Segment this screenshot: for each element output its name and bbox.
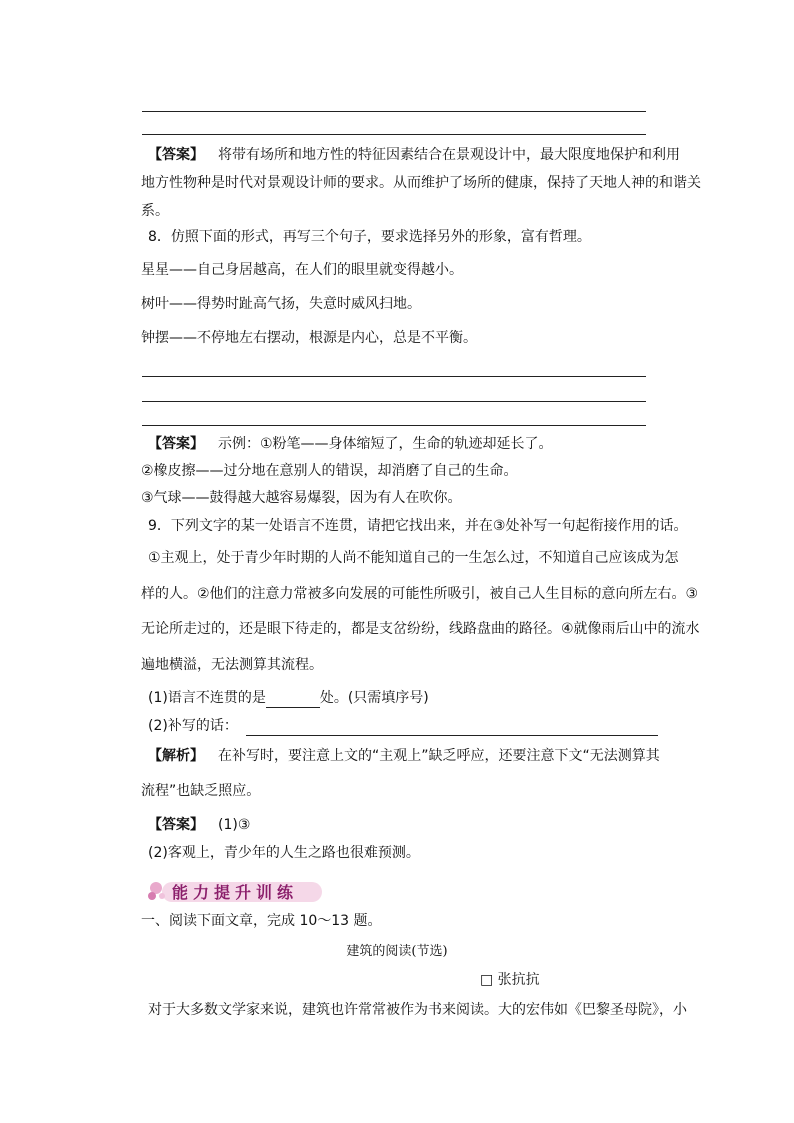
fill-blank[interactable]: [246, 721, 658, 736]
passage-line: 样的人。②他们的注意力常被多向发展的可能性所吸引，被自己人生目标的意向所左右。③: [141, 586, 699, 602]
question-8-prompt: 8．仿照下面的形式，再写三个句子，要求选择另外的形象，富有哲理。: [148, 229, 591, 245]
answer-blank-line: [142, 134, 646, 135]
passage-line: 遍地横溢，无法测算其流程。: [141, 657, 323, 673]
answer-tag: 【答案】: [148, 436, 204, 452]
section-instruction: 一、阅读下面文章，完成 10～13 题。: [141, 913, 382, 929]
example-sentence: 钟摆——不停地左右摆动，根源是内心，总是不平衡。: [141, 330, 477, 346]
answer-tag: 【答案】: [148, 147, 204, 163]
analysis-paragraph-line: 流程”也缺乏照应。: [141, 783, 261, 799]
answer-paragraph-line: 【答案】 示例：①粉笔——身体缩短了，生命的轨迹却延长了。: [148, 436, 553, 452]
answer-paragraph-line: 地方性物种是时代对景观设计师的要求。从而维护了场所的健康，保持了天地人神的和谐关: [141, 175, 701, 191]
answer-paragraph-line: ②橡皮擦——过分地在意别人的错误，却消磨了自己的生命。: [141, 463, 518, 479]
answer-paragraph-line: 【答案】 将带有场所和地方性的特征因素结合在景观设计中，最大限度地保护和利用: [148, 147, 680, 163]
answer-blank-line: [142, 401, 646, 402]
answer-blank-line: [142, 111, 646, 112]
article-author: □ 张抗抗: [480, 972, 540, 988]
answer-paragraph-line: ③气球——鼓得越大越容易爆裂，因为有人在吹你。: [141, 490, 462, 506]
section-banner-label: 能力提升训练: [172, 883, 299, 902]
fill-blank[interactable]: [266, 693, 320, 708]
example-sentence: 星星——自己身居越高，在人们的眼里就变得越小。: [141, 262, 463, 278]
passage-line: ①主观上，处于青少年时期的人尚不能知道自己的一生怎么过，不知道自己应该成为怎: [148, 550, 679, 566]
analysis-tag: 【解析】: [148, 748, 204, 764]
question-9-prompt: 9．下列文字的某一处语言不连贯，请把它找出来，并在③处补写一句起衔接作用的话。: [148, 518, 688, 534]
article-first-line: 对于大多数文学家来说，建筑也许常常被作为书来阅读。大的宏伟如《巴黎圣母院》，小: [148, 1002, 687, 1018]
section-banner: [144, 876, 344, 906]
passage-line: 无论所走过的，还是眼下待走的，都是支岔纷纷，线路盘曲的路径。④就像雨后山中的流水: [141, 621, 700, 637]
answer-paragraph-line: 系。: [141, 203, 169, 219]
analysis-paragraph-line: 【解析】 在补写时，要注意上文的“主观上”缺乏呼应，还要注意下文“无法测算其: [148, 748, 660, 764]
answer-paragraph-line: (2)客观上，青少年的人生之路也很难预测。: [148, 845, 420, 861]
sub-question-1: (1)语言不连贯的是 处。(只需填序号): [148, 690, 429, 706]
answer-blank-line: [142, 376, 646, 377]
answer-blank-line: [142, 425, 646, 426]
answer-tag: 【答案】: [148, 817, 204, 833]
article-title: 建筑的阅读(节选): [346, 944, 448, 959]
example-sentence: 树叶——得势时趾高气扬，失意时威风扫地。: [141, 296, 421, 312]
answer-paragraph-line: 【答案】 (1)③: [148, 817, 251, 833]
sub-question-2: (2)补写的话：: [148, 716, 658, 736]
